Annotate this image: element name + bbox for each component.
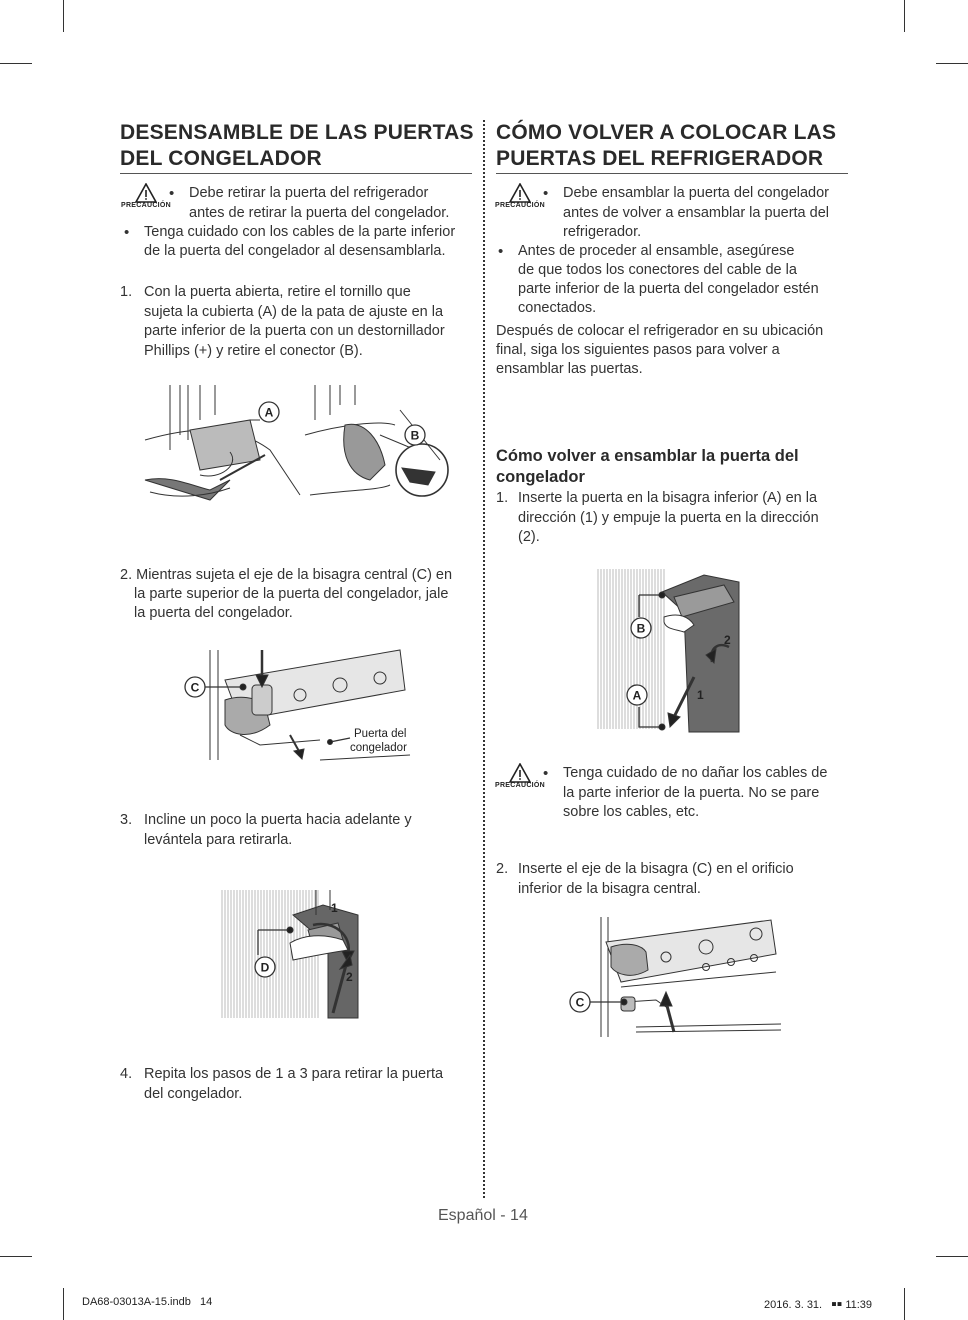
step-line: Inserte la puerta en la bisagra inferior (A) en la [518, 490, 818, 506]
left-caution-bullet1-line2: antes de retirar la puerta del congelador. [189, 205, 450, 221]
crop-mark [904, 0, 905, 32]
caution-label: PRECAUCIÓN [494, 782, 546, 789]
file-slug: DA68-03013A-15.indb 14 [82, 1296, 213, 1308]
step-line: Repita los pasos de 1 a 3 para retirar la puerta [144, 1066, 444, 1082]
left-title-rule [120, 173, 472, 174]
step-line: dirección (1) y empuje la puerta en la dirección [518, 509, 819, 526]
crop-mark [904, 1288, 905, 1320]
right-intro-line3: ensamblar las puertas. [496, 361, 643, 377]
step-number: 4. [120, 1066, 133, 1082]
right-bullet2-line2: de que todos los conectores del cable de la [518, 262, 797, 278]
step-line: inferior de la bisagra central. [518, 880, 701, 897]
caution-label: PRECAUCIÓN [494, 202, 546, 209]
caution-block-right-2 [489, 763, 551, 789]
right-title-line2: PUERTAS DEL REFRIGERADOR [496, 147, 824, 170]
crop-mark [936, 1256, 968, 1257]
figure-hinge-insert [566, 912, 786, 1042]
figure-cover-removal [140, 380, 450, 510]
right-title-line1: CÓMO VOLVER A COLOCAR LAS [496, 121, 837, 144]
crop-mark [63, 0, 64, 32]
fig4-label-a: A [632, 688, 642, 703]
fig2-label-c: C [190, 680, 200, 695]
caution-label: PRECAUCIÓN [120, 202, 172, 209]
warning-triangle-icon [135, 183, 157, 203]
left-step2-line2: la parte superior de la puerta del congelador, jale [134, 586, 449, 602]
left-title-line2: DEL CONGELADOR [120, 147, 322, 170]
right-bullet2-line4: conectados. [518, 300, 597, 316]
warning-triangle-icon [509, 183, 531, 203]
left-step2-line3: la puerta del congelador. [134, 605, 293, 621]
step-line: levántela para retirarla. [144, 831, 293, 848]
step-number: 2. [496, 861, 509, 877]
crop-mark [63, 1288, 64, 1320]
caution-block-left [115, 183, 177, 209]
fig1-label-a: A [264, 405, 274, 420]
fig4-arrow-2: 2 [724, 633, 731, 647]
crop-mark [936, 63, 968, 64]
right-caution-line2: antes de volver a ensamblar la puerta del [563, 205, 829, 221]
step-line: Phillips (+) y retire el conector (B). [144, 342, 363, 359]
left-title-line1: DESENSAMBLE DE LAS PUERTAS [120, 121, 474, 144]
step-number: 3. [120, 812, 133, 828]
step-number: 1. [496, 490, 509, 506]
right-caution2-line3: sobre los cables, etc. [563, 804, 700, 820]
fig3-label-d: D [260, 960, 270, 975]
caution-block-right [489, 183, 551, 209]
fig4-label-b: B [636, 621, 646, 636]
left-bullet2-line1: • Tenga cuidado con los cables de la parte inferior [144, 223, 455, 243]
step-line: Incline un poco la puerta hacia adelante y [144, 812, 412, 828]
warning-triangle-icon [509, 763, 531, 783]
crop-mark [0, 63, 32, 64]
fig1-label-b: B [410, 428, 420, 443]
step-line: parte inferior de la puerta con un destornillador [144, 323, 445, 339]
figure-door-lift [218, 885, 368, 1020]
right-subtitle-line2: congelador [496, 468, 585, 486]
right-intro-line2: final, siga los siguientes pasos para volver a [496, 342, 780, 358]
right-caution2-line1: • Tenga cuidado de no dañar los cables de [563, 764, 827, 784]
fig4-arrow-1: 1 [697, 688, 704, 702]
fig2-caption-line2: congelador [350, 742, 407, 754]
step-line: sujeta la cubierta (A) de la pata de ajuste en la [144, 303, 444, 320]
step-line: del congelador. [144, 1085, 243, 1102]
left-caution-bullet1-line1: • Debe retirar la puerta del refrigerador [189, 184, 428, 204]
page-number: Español - 14 [438, 1207, 528, 1224]
step-line: Con la puerta abierta, retire el tornillo que [144, 284, 411, 300]
right-bullet2-line3: parte inferior de la puerta del congelador estén [518, 281, 819, 297]
right-subtitle-line1: Cómo volver a ensamblar la puerta del [496, 447, 799, 465]
step-number: 1. [120, 284, 133, 300]
fig5-label-c: C [575, 995, 585, 1010]
column-divider [483, 120, 485, 1198]
right-title-rule [496, 173, 848, 174]
right-intro-line1: Después de colocar el refrigerador en su ubicación [496, 323, 824, 339]
right-caution2-line2: la parte inferior de la puerta. No se pare [563, 785, 820, 801]
right-bullet2-line1: • Antes de proceder al ensamble, asegúrese [518, 242, 794, 262]
right-caution-line1: • Debe ensamblar la puerta del congelador [563, 184, 829, 204]
fig2-caption-line1: Puerta del [354, 728, 407, 740]
left-bullet2-line2: de la puerta del congelador al desensamblarla. [144, 243, 446, 259]
figure-door-insert [594, 567, 744, 737]
figure-hinge-c [180, 645, 430, 770]
fig3-arrow-1: 1 [331, 901, 338, 915]
crop-mark [0, 1256, 32, 1257]
fig3-arrow-2: 2 [346, 970, 353, 984]
step-line: (2). [518, 529, 540, 545]
left-step2-line1: 2. Mientras sujeta el eje de la bisagra central (C) en [120, 567, 453, 583]
right-caution-line3: refrigerador. [563, 224, 642, 240]
step-line: Inserte el eje de la bisagra (C) en el orificio [518, 861, 794, 877]
print-date-slug: 2016. 3. 31. ￭￭ 11:39 [764, 1299, 873, 1311]
